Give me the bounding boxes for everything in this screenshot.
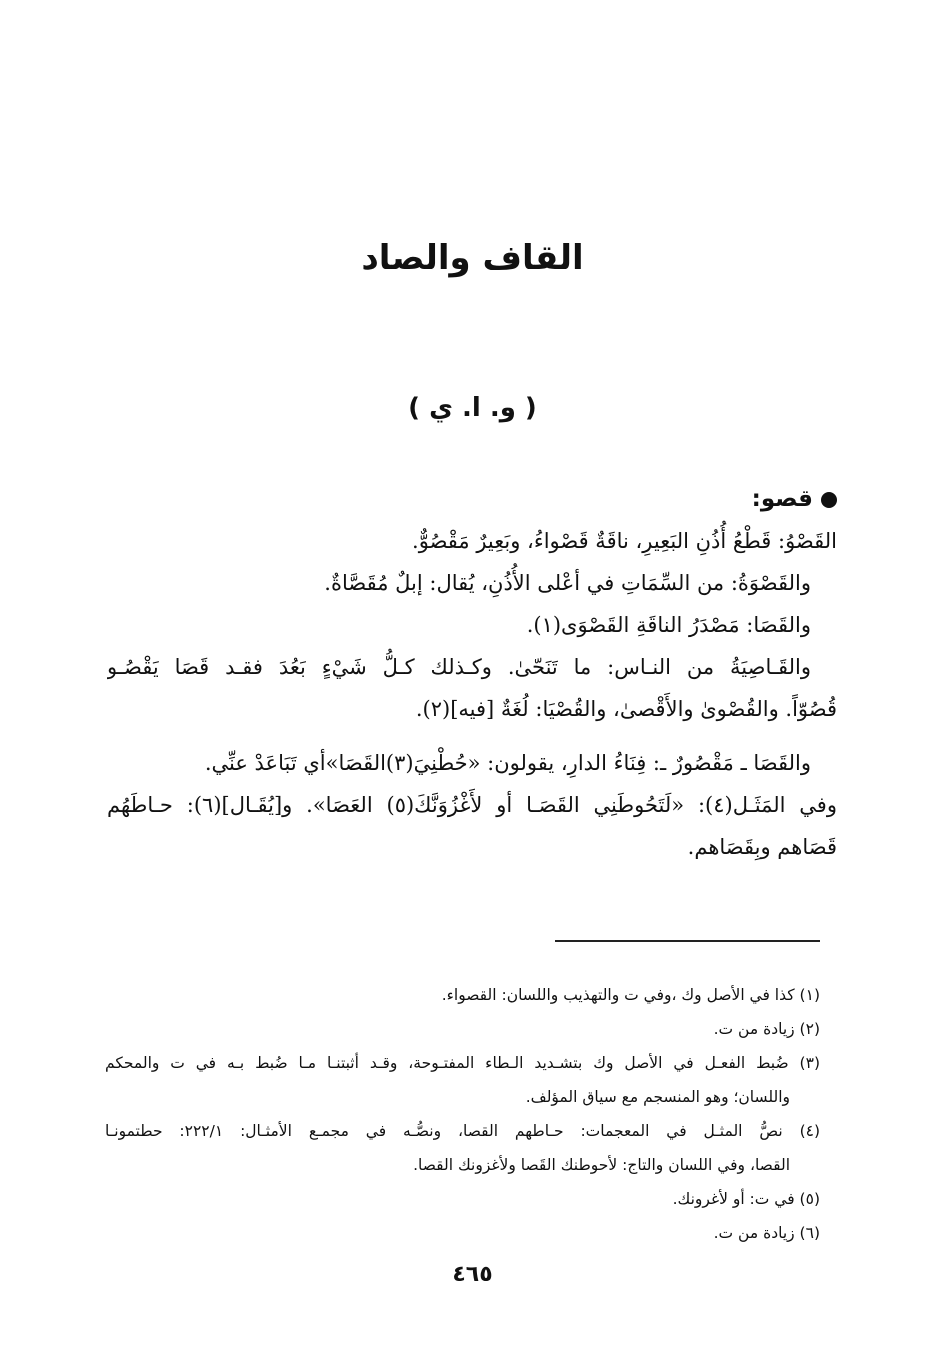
entry-line: والقَصَا ـ مَقْصُورٌ ـ: فِنَاءُ الدارِ، يقولون: «حُطْنِيَ(٣)القَصَا»أي تَبَاعَدْ عنِّي.	[204, 751, 811, 775]
footnote: (٥) في ت: أو لأغرونك.	[672, 1190, 820, 1208]
footnote-continuation: واللسان؛ وهو المنسجم مع سياق المؤلف.	[525, 1088, 790, 1106]
bullet-icon	[821, 492, 837, 508]
footnote: (٦) زيادة من ت.	[713, 1224, 820, 1242]
footnote: (٢) زيادة من ت.	[713, 1020, 820, 1038]
footnotes	[105, 978, 820, 1250]
entry-headword-text: قصو:	[751, 486, 813, 512]
footnote: (٤) نصُّ المثـل في المعجمات: حـاطهم القصا، ونصُّـه في مجمـع الأمثـال: ٢٢٢/١: حطتمونـا	[105, 1122, 820, 1140]
entry-line: والقَصْوَةُ: من السِّمَاتِ في أعْلى الأُذُنِ، يُقال: إبلٌ مُقَصَّاةٌ.	[324, 571, 811, 595]
entry-body	[107, 478, 837, 868]
entry-line: والقَصَا: مَصْدَرُ الناقَةِ القَصْوَى(١).	[526, 613, 811, 637]
entry-line: والقَـاصِيَةُ من النـاس: ما تَنَحّىٰ. وكـذلك كـلُّ شَيْءٍ بَعُدَ فقـد قَصَا يَقْصُـو	[107, 655, 811, 679]
page-number: ٤٦٥	[452, 1262, 493, 1287]
footnote-continuation: القصا، وفي اللسان والتاج: لأحوطنك القَصا ولأغزونك القصا.	[413, 1156, 790, 1174]
entry-headword	[107, 478, 837, 520]
paragraph-gap	[107, 730, 837, 742]
entry-line: القَصْوُ: قَطْعُ أُذُنِ البَعِيرِ، ناقَةٌ قَصْواءُ، وبَعِيرٌ مَقْصُوٌّ.	[412, 529, 837, 553]
footnote: (١) كذا في الأصل وك ،وفي ت والتهذيب واللسان: القصواء.	[441, 986, 820, 1004]
entry-line: قُصُوّاً. والقُصْوىٰ والأَقْصىٰ، والقُصْيَا: لُغَةٌ [فيه](٢).	[415, 697, 837, 721]
entry-line: قَصَاهم وبِقَصَاهم.	[687, 835, 837, 859]
footnote-separator	[555, 940, 820, 942]
root-heading: ( و. ا. ي )	[408, 393, 537, 423]
entry-line: وفي المَثَـل(٤): «لَتَحُوطَنِي القَصَـا أو لأَغْزُوَنَّكَ(٥) العَصَا». و[يُقَـال](٦): حـاطَهُم	[107, 793, 837, 817]
footnote: (٣) ضُبط الفعـل في الأصل وك بتشـديد الـطاء المفتـوحة، وقـد أثبتنـا مـا ضُبط بـه في ت والمحكم	[105, 1054, 820, 1072]
chapter-title: القاف والصاد	[361, 238, 584, 278]
